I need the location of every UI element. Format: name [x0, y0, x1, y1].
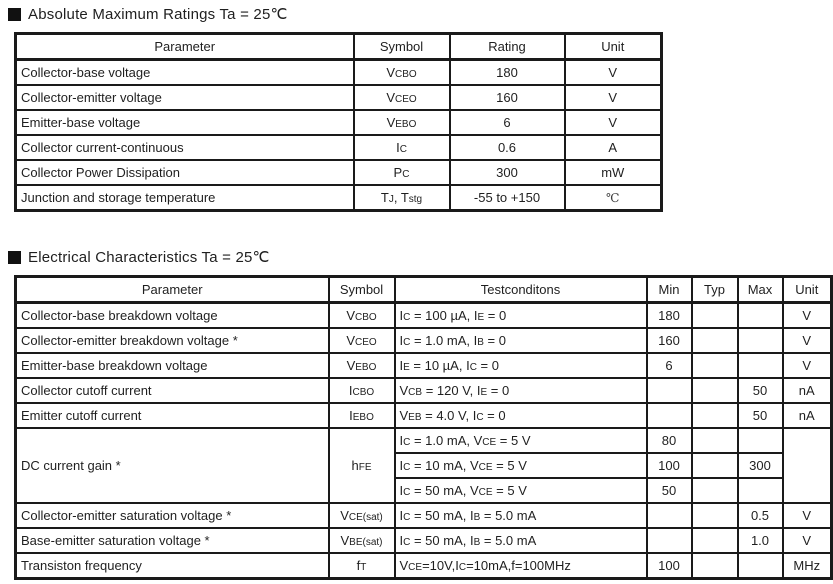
min-cell — [647, 378, 692, 403]
typ-cell — [692, 428, 738, 453]
unit-cell: nA — [783, 403, 832, 428]
symbol-cell: VCE(sat) — [329, 503, 395, 528]
symbol-cell: VCBO — [329, 303, 395, 329]
table-row — [16, 110, 662, 135]
symbol-cell: ICBO — [329, 378, 395, 403]
elec-char-title-text: Electrical Characteristics Ta = 25℃ — [28, 249, 270, 266]
max-cell — [738, 328, 783, 353]
section-bullet-icon — [8, 251, 21, 264]
unit-cell: mW — [565, 160, 662, 185]
symbol-cell: VBE(sat) — [329, 528, 395, 553]
unit-cell: V — [783, 503, 832, 528]
min-cell — [647, 503, 692, 528]
table-row — [16, 85, 662, 110]
param-cell: Collector-emitter breakdown voltage * — [16, 328, 329, 353]
min-cell — [647, 528, 692, 553]
min-cell: 100 — [647, 553, 692, 579]
symbol-cell: TJ, Tstg — [354, 185, 450, 211]
section-bullet-icon — [8, 8, 21, 21]
table-row — [16, 403, 832, 428]
param-cell: Collector-emitter saturation voltage * — [16, 503, 329, 528]
symbol-cell: VEBO — [329, 353, 395, 378]
symbol-cell: hFE — [329, 428, 395, 503]
typ-cell — [692, 353, 738, 378]
unit-cell: ℃ — [565, 185, 662, 211]
param-cell: Emitter-base breakdown voltage — [16, 353, 329, 378]
param-cell: Collector-base breakdown voltage — [16, 303, 329, 329]
test-cell: IC = 50 mA, IB = 5.0 mA — [395, 503, 647, 528]
typ-cell — [692, 378, 738, 403]
table-row — [16, 60, 662, 86]
unit-cell: nA — [783, 378, 832, 403]
header-cell: Unit — [783, 277, 832, 303]
symbol-cell: VCEO — [354, 85, 450, 110]
min-cell: 80 — [647, 428, 692, 453]
table-row — [16, 303, 832, 329]
symbol-cell: VCEO — [329, 328, 395, 353]
unit-cell: V — [783, 303, 832, 329]
header-cell: Symbol — [354, 34, 450, 60]
typ-cell — [692, 403, 738, 428]
unit-cell: MHz — [783, 553, 832, 579]
max-cell: 1.0 — [738, 528, 783, 553]
test-cell: IC = 10 mA, VCE = 5 V — [395, 453, 647, 478]
param-cell: Collector-emitter voltage — [16, 85, 354, 110]
unit-cell: V — [783, 328, 832, 353]
unit-cell: V — [565, 110, 662, 135]
param-cell: Base-emitter saturation voltage * — [16, 528, 329, 553]
param-cell: Collector-base voltage — [16, 60, 354, 86]
test-cell: IC = 50 mA, IB = 5.0 mA — [395, 528, 647, 553]
min-cell: 100 — [647, 453, 692, 478]
symbol-cell: fT — [329, 553, 395, 579]
header-cell: Parameter — [16, 34, 354, 60]
typ-cell — [692, 328, 738, 353]
max-cell — [738, 553, 783, 579]
typ-cell — [692, 453, 738, 478]
absolute-maximum-ratings-table — [14, 32, 663, 212]
max-cell: 50 — [738, 378, 783, 403]
table-row — [16, 185, 662, 211]
test-cell: IE = 10 µA, IC = 0 — [395, 353, 647, 378]
abs-max-table-header — [16, 34, 662, 60]
min-cell: 6 — [647, 353, 692, 378]
param-cell: Collector current-continuous — [16, 135, 354, 160]
param-cell: Emitter cutoff current — [16, 403, 329, 428]
header-cell: Parameter — [16, 277, 329, 303]
elec-char-table-body — [16, 303, 832, 579]
header-cell: Max — [738, 277, 783, 303]
abs-max-title-text: Absolute Maximum Ratings Ta = 25℃ — [28, 6, 288, 23]
max-cell — [738, 303, 783, 329]
param-cell: Emitter-base voltage — [16, 110, 354, 135]
header-cell: Unit — [565, 34, 662, 60]
param-cell: Collector Power Dissipation — [16, 160, 354, 185]
rating-cell: 300 — [450, 160, 565, 185]
min-cell: 180 — [647, 303, 692, 329]
rating-cell: 180 — [450, 60, 565, 86]
symbol-cell: IC — [354, 135, 450, 160]
max-cell — [738, 353, 783, 378]
min-cell: 160 — [647, 328, 692, 353]
header-cell: Min — [647, 277, 692, 303]
param-cell: Junction and storage temperature — [16, 185, 354, 211]
table-row — [16, 503, 832, 528]
table-row — [16, 328, 832, 353]
min-cell — [647, 403, 692, 428]
test-cell: VCB = 120 V, IE = 0 — [395, 378, 647, 403]
table-row — [16, 428, 832, 453]
test-cell: IC = 50 mA, VCE = 5 V — [395, 478, 647, 503]
rating-cell: 6 — [450, 110, 565, 135]
unit-cell: V — [783, 528, 832, 553]
table-row — [16, 528, 832, 553]
param-cell: DC current gain * — [16, 428, 329, 503]
param-cell: Collector cutoff current — [16, 378, 329, 403]
header-cell: Testconditons — [395, 277, 647, 303]
table-row — [16, 160, 662, 185]
rating-cell: 160 — [450, 85, 565, 110]
table-row — [16, 353, 832, 378]
symbol-cell: VEBO — [354, 110, 450, 135]
test-cell: IC = 100 µA, IE = 0 — [395, 303, 647, 329]
rating-cell: -55 to +150 — [450, 185, 565, 211]
header-cell: Rating — [450, 34, 565, 60]
typ-cell — [692, 553, 738, 579]
unit-cell: V — [565, 60, 662, 86]
rating-cell: 0.6 — [450, 135, 565, 160]
symbol-cell: IEBO — [329, 403, 395, 428]
typ-cell — [692, 303, 738, 329]
max-cell: 50 — [738, 403, 783, 428]
max-cell — [738, 428, 783, 453]
header-row — [16, 34, 662, 60]
typ-cell — [692, 478, 738, 503]
unit-cell: V — [565, 85, 662, 110]
typ-cell — [692, 503, 738, 528]
header-row — [16, 277, 832, 303]
symbol-cell: VCBO — [354, 60, 450, 86]
header-cell: Typ — [692, 277, 738, 303]
typ-cell — [692, 528, 738, 553]
min-cell: 50 — [647, 478, 692, 503]
electrical-characteristics-table — [14, 275, 833, 580]
max-cell: 300 — [738, 453, 783, 478]
unit-cell: V — [783, 353, 832, 378]
elec-char-section-title — [8, 248, 833, 266]
symbol-cell: PC — [354, 160, 450, 185]
max-cell: 0.5 — [738, 503, 783, 528]
table-row — [16, 378, 832, 403]
param-cell: Transiston frequency — [16, 553, 329, 579]
header-cell: Symbol — [329, 277, 395, 303]
test-cell: VEB = 4.0 V, IC = 0 — [395, 403, 647, 428]
max-cell — [738, 478, 783, 503]
abs-max-section-title — [8, 0, 833, 23]
elec-char-table-header — [16, 277, 832, 303]
table-row — [16, 135, 662, 160]
unit-cell — [783, 428, 832, 503]
table-row — [16, 553, 832, 579]
unit-cell: A — [565, 135, 662, 160]
test-cell: IC = 1.0 mA, IB = 0 — [395, 328, 647, 353]
test-cell: IC = 1.0 mA, VCE = 5 V — [395, 428, 647, 453]
test-cell: VCE=10V,IC=10mA,f=100MHz — [395, 553, 647, 579]
abs-max-table-body — [16, 60, 662, 211]
